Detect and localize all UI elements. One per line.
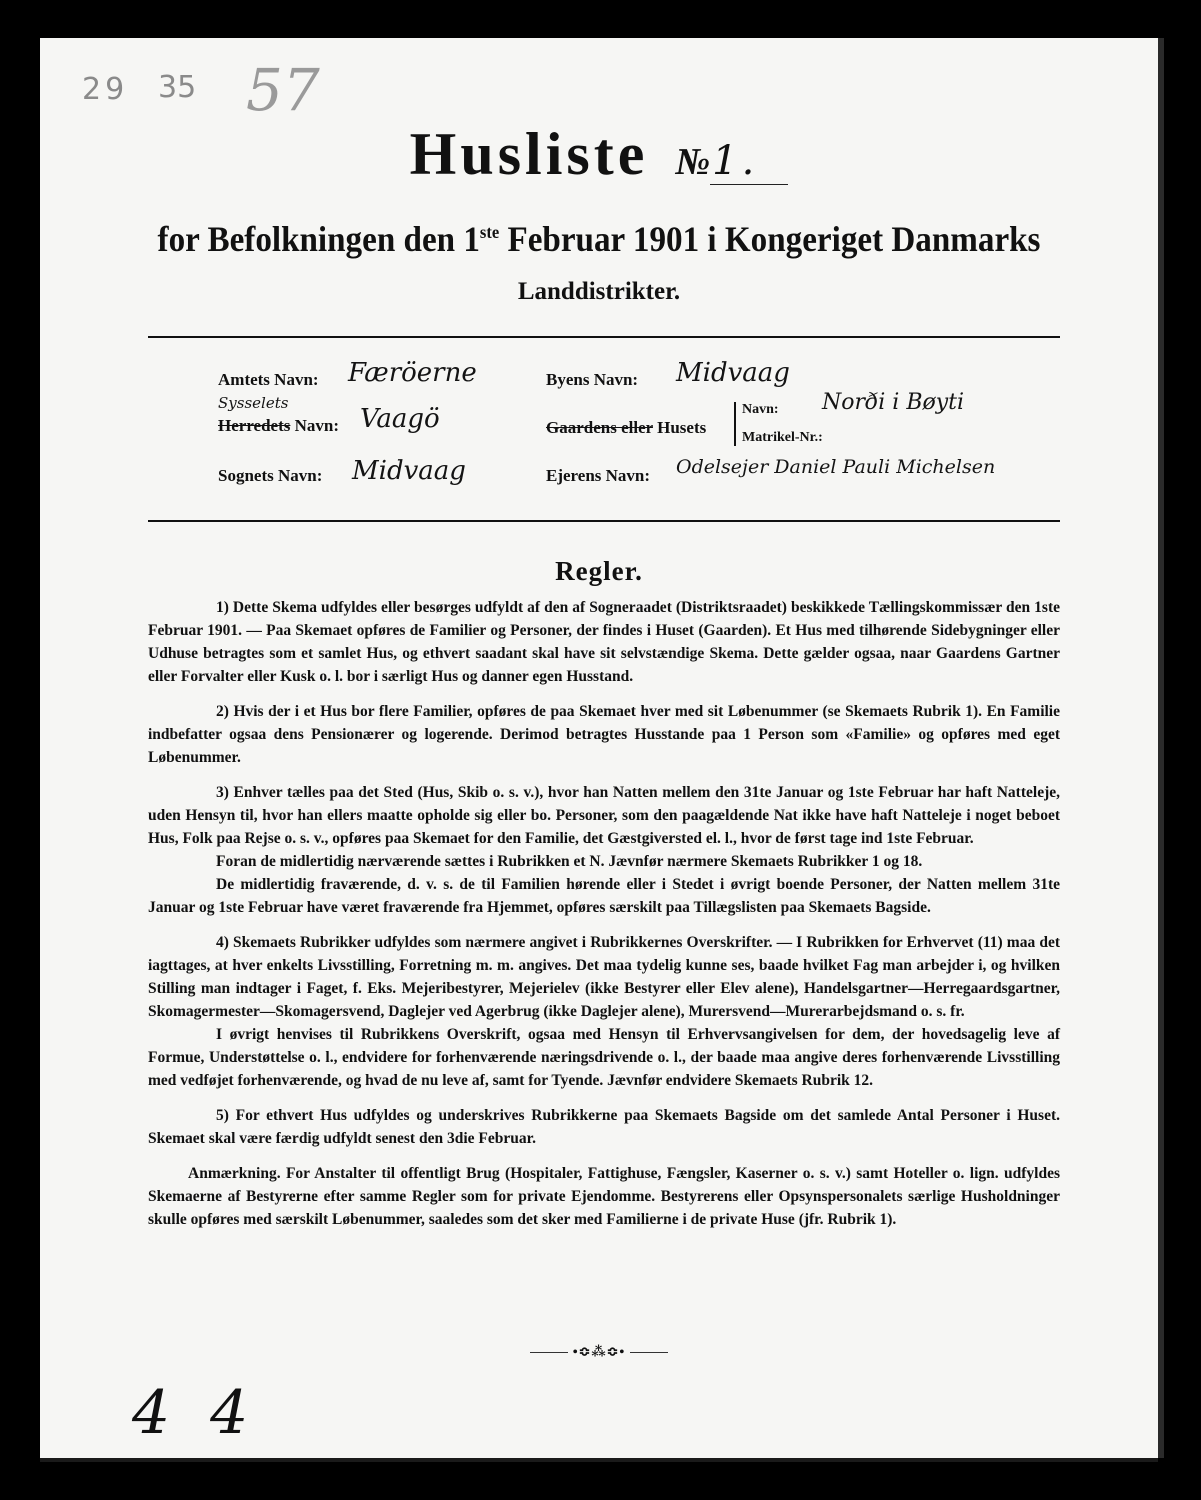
sogn-value: Midvaag xyxy=(352,456,466,486)
form-subtitle-2: Landdistrikter. xyxy=(517,278,681,305)
herred-label-handwritten: Sysselets xyxy=(218,394,289,412)
rule-5: 5) For ethvert Hus udfyldes og underskrives Rubrikkerne paa Skemaets Bagside om det samlede Antal Personer i Huset. Skemaet skal være færdig udfyldt senest den 3die Februar. xyxy=(148,1107,1060,1147)
number-sign: № xyxy=(675,141,711,183)
gaard-label xyxy=(546,418,706,438)
note-text: For Anstalter til offentligt Brug (Hospitaler, Fattighuse, Fængsler, Kaserner o. s. v.) samt Hoteller o. lign. udfyldes Skemaerne af Bestyrerne efter samme Regler som for private Ejendomme. Bestyrerens eller Opsynspersonalets særlige Husholdninger skulle opføres med særskilt Løbenummer, saaledes som det sker med Familierne i de private Huse (jfr. Rubrik 1). xyxy=(148,1165,1060,1228)
title-text: Husliste xyxy=(409,121,649,187)
form-subtitle xyxy=(85,218,1114,260)
ejer-label: Ejerens Navn: xyxy=(546,466,651,485)
subtitle-sup: ste xyxy=(479,222,500,242)
rule-note xyxy=(148,1162,1060,1231)
herred-label xyxy=(218,416,339,436)
rule-1: 1) Dette Skema udfyldes eller besørges udfyldt af den af Sogneraadet (Distriktsraadet) beskikkede Tællingskommissær den 1ste Februar 1901. — Paa Skemaet opføres de Familier og Personer, der findes i Huset (Gaarden). Et Hus med tilhørende Sidebygninger eller Udhuse betragtes som et samlet Hus, og ethvert saadant skal have sit selvstændige Skema. Dette gælder ogsaa, naar Gaardens Gartner eller Forvalter eller Kusk o. l. bor i særligt Hus og danner egen Husstand. xyxy=(148,599,1060,685)
pencil-annotation-a: 29 xyxy=(82,72,129,107)
pencil-annotation-b: 35 xyxy=(158,70,197,105)
ornament-line-right xyxy=(630,1352,668,1353)
amt-label: Amtets Navn: xyxy=(218,370,319,389)
census-form-page xyxy=(40,38,1158,1458)
navn-value: Norði i Bøyti xyxy=(822,390,965,415)
rule-4b: I øvrigt henvises til Rubrikkens Overskrift, ogsaa med Hensyn til Erhvervsangivelsen for dem, der hovedsagelig leve af Formue, Understøttelse o. l., endvidere for forhenværende næringsdrivende o. l., der baade maa angive deres forhenværende Livsstilling med vedføjet forhenværende, og hvad de nu leve af, samt for Tyende. Jævnfør endvidere Skemaets Rubrik 12. xyxy=(148,1026,1060,1089)
herred-label-struck: Herredets xyxy=(218,416,291,435)
subtitle-pre: for Befolkningen den 1 xyxy=(157,219,480,259)
by-label: Byens Navn: xyxy=(546,370,639,389)
sogn-label: Sognets Navn: xyxy=(218,466,323,485)
gaard-label-struck: Gaardens eller xyxy=(546,418,653,437)
rule-4: 4) Skemaets Rubrikker udfyldes som nærmere angivet i Rubrikkernes Overskrifter. — I Rubrikken for Erhvervet (11) maa det iagttages, at hver enkelts Livsstilling, Forretning m. m. angives. Det maa tydelig kunne ses, baade hvilket Fag man arbejder i, og hvilken Stilling man indtager i Faget, f. Eks. Mejeribestyrer, Mejerielev (ikke Bestyrer eller Elev alene), Handelsgartner—Herregaardsgartner, Skomagermester—Skomagersvend, Daglejer ved Agerbrug (ikke Daglejer alene), Murersvend—Murerarbejdsmand o. s. fr. xyxy=(148,934,1060,1020)
rules-heading: Regler. xyxy=(555,556,643,586)
divider-bottom xyxy=(148,520,1060,522)
rules-body xyxy=(148,596,1060,1243)
amt-value: Færöerne xyxy=(348,358,477,388)
brace-line xyxy=(734,402,736,446)
herred-label-end: Navn: xyxy=(294,416,340,435)
form-title xyxy=(40,120,1158,189)
bottom-handwritten-number: 44 xyxy=(132,1378,289,1448)
gaard-label-end: Husets xyxy=(657,418,707,437)
note-label: Anmærkning. xyxy=(188,1165,281,1182)
subtitle-post: Februar 1901 i Kongeriget Danmarks xyxy=(499,219,1041,259)
navn-label: Navn: xyxy=(742,402,779,417)
divider-top xyxy=(148,336,1060,338)
rule-3: 3) Enhver tælles paa det Sted (Hus, Skib o. s. v.), hvor han Natten mellem den 31te Januar og 1ste Februar har haft Natteleje, uden Hensyn til, hvor han ellers maatte opholde sig eller bo. Personer, som den paagældende Nat ikke have haft Natteleje i noget beboet Hus, Folk paa Rejse o. s. v., opføres paa Skemaet for den Familie, det Gæstgiversted el. l., hvor de først tage ind 1ste Februar. xyxy=(148,784,1060,847)
rule-2: 2) Hvis der i et Hus bor flere Familier, opføres de paa Skemaet hver med sit Løbenummer (se Skemaets Rubrik 1). En Familie indbefatter ogsaa dens Pensionærer og logerende. Derimod betragtes Husstande paa 1 Person som «Familie» og opføres med eget Løbenummer. xyxy=(148,703,1060,766)
ejer-value: Odelsejer Daniel Pauli Michelsen xyxy=(676,456,996,478)
rule-3c: De midlertidig fraværende, d. v. s. de til Familien hørende eller i Stedet i øvrigt boende Personer, der Natten mellem 31te Januar og 1ste Februar have været fraværende fra Hjemmet, opføres særskilt paa Tillægslisten paa Skemaets Bagside. xyxy=(148,876,1060,916)
ornament-divider xyxy=(40,1344,1158,1361)
rule-3b: Foran de midlertidig nærværende sættes i Rubrikken et N. Jævnfør nærmere Skemaets Rubrikker 1 og 18. xyxy=(216,853,923,870)
matrikel-label: Matrikel-Nr.: xyxy=(742,430,823,445)
ornament-glyph: •≎⁂≎• xyxy=(572,1345,626,1360)
ornament-line-left xyxy=(530,1352,568,1353)
herred-value: Vaagö xyxy=(360,404,440,434)
by-value: Midvaag xyxy=(676,358,790,388)
pencil-annotation-c: 57 xyxy=(246,56,320,124)
house-number: 1. xyxy=(710,138,788,185)
